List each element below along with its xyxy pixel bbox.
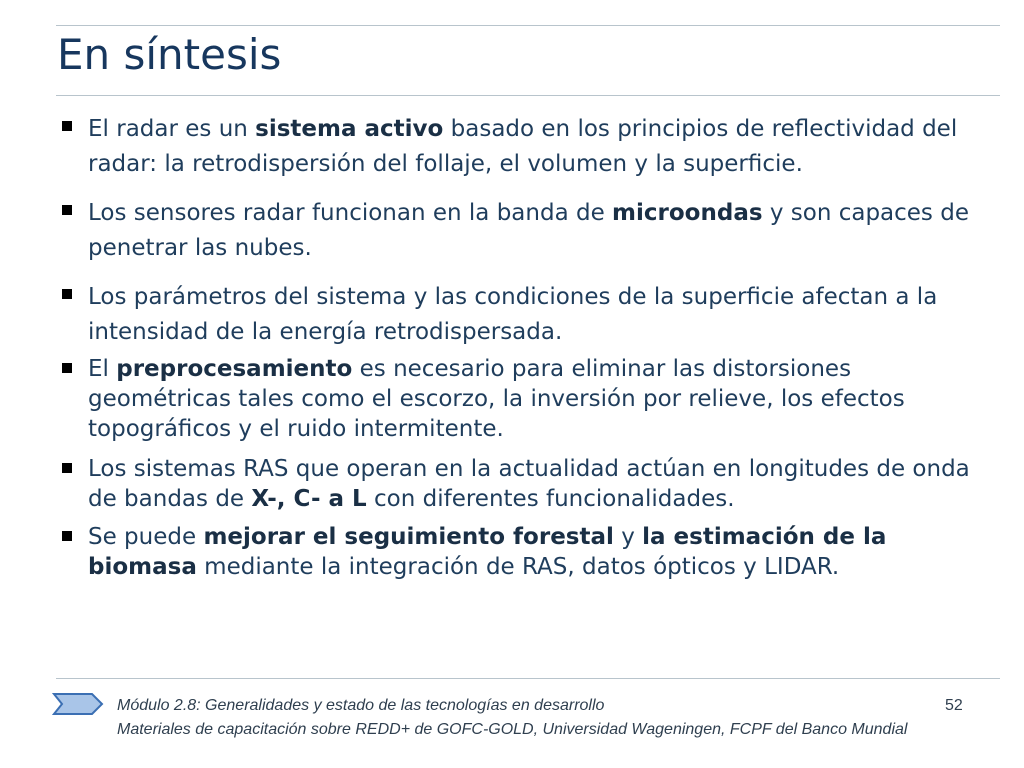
square-bullet-icon <box>62 363 72 373</box>
bullet-item <box>60 354 990 444</box>
footer-module-text: Módulo 2.8: Generalidades y estado de las tecnologías en desarrollo <box>117 697 605 714</box>
footer-materials-text: Materiales de capacitación sobre REDD+ de GOFC-GOLD, Universidad Wageningen, FCPF del Banco Mundial <box>117 721 908 738</box>
bullet-item <box>60 522 990 582</box>
square-bullet-icon <box>62 463 72 473</box>
bullet-text: El radar es un sistema activo basado en los principios de reflectividad del radar: la retrodispersión del follaje, el volumen y la superficie. <box>88 116 958 177</box>
top-rule <box>56 25 1000 26</box>
bullet-item <box>60 112 990 182</box>
bullet-text: El preprocesamiento es necesario para eliminar las distorsiones geométricas tales como el escorzo, la inversión por relieve, los efectos topográficos y el ruido intermitente. <box>88 356 905 442</box>
bullet-item <box>60 454 990 514</box>
bullet-text: Se puede mejorar el seguimiento forestal y la estimación de la biomasa mediante la integración de RAS, datos ópticos y LIDAR. <box>88 524 887 580</box>
bullet-item <box>60 196 990 266</box>
square-bullet-icon <box>62 289 72 299</box>
square-bullet-icon <box>62 205 72 215</box>
slide-title: En síntesis <box>57 30 282 79</box>
title-rule <box>56 95 1000 96</box>
bullet-text: Los sistemas RAS que operan en la actualidad actúan en longitudes de onda de bandas de X-, C- a L con diferentes funcionalidades. <box>88 456 970 512</box>
square-bullet-icon <box>62 531 72 541</box>
bullet-text: Los parámetros del sistema y las condiciones de la superficie afectan a la intensidad de la energía retrodispersada. <box>88 284 938 345</box>
bullet-item <box>60 280 990 350</box>
square-bullet-icon <box>62 121 72 131</box>
footer-rule <box>56 678 1000 679</box>
chevron-arrow-icon <box>52 692 104 716</box>
page-number: 52 <box>945 697 963 714</box>
bullet-list <box>60 112 990 582</box>
bullet-text: Los sensores radar funcionan en la banda de microondas y son capaces de penetrar las nubes. <box>88 200 969 261</box>
